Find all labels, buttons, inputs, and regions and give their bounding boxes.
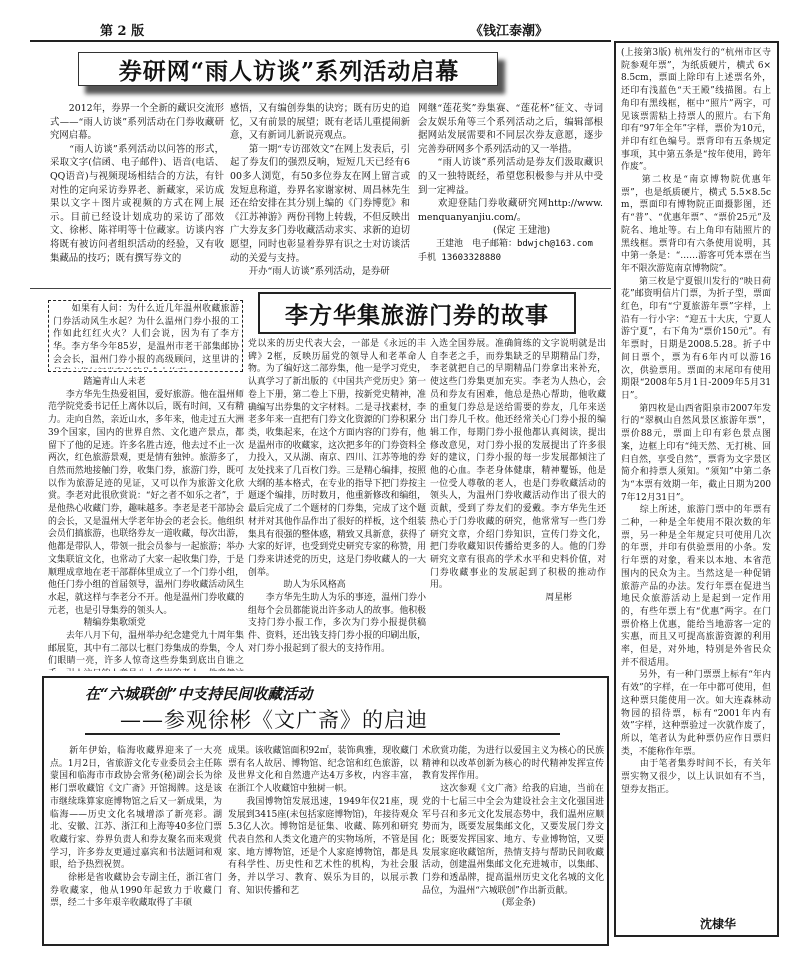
article-annual-tickets: (上接第3版) 杭州发行的“杭州市区寺院参观年票”，为纸质硬片，横式 6×8.5cm，票面上除印有上述票名外，还印有浅蓝色“天王殿”线描图。右上角印有黑线框，框中“照片”两字，可见该票需粘上持票人的照片。右下角印有“97年全年”字样，票价为10元，并印有红色编号。票背印有五条规定事项，其中第五条是“按年使用，跨年作废”。 第二枚是“南京博物院优惠年票”，也是纸质硬片，横式 5.5×8.5cm，票面印有博物院正面摄影图，还有“普”、“优惠年票”、“票价25元”及院名、地址等。右上角印有陆照片的黑线框。票背印有六条使用说明，其中第一条是：“……游客可凭本票在当年不限次游览南京博物院”。 第三枚是宁夏银川发行的“映日荷花”邮资明信片门票，为折子型，票面红色，印有“宁夏旅游年票”字样，上沿有一行小字：“迎五十大庆，宁夏人游宁夏”，右下角为“票价150元”。有年票时，日期是2008.5.28。折子中间日票个，票为有6年内可以游16次，供验票用。票面的末尾印有使用期限“2008年5月1日-2009年5月31日”。 第四枚是山西省阳泉市2007年发行的“翠枫山自然风景区旅游年票”，票价88元，票面上印有彩色景点图案，边框上印有“纯天然、无打桃、回归自然，享受自然”，票背为文字景区简介和持票人须知。“须知”中第二条为“本票有效期一年，截止日期为2007年12月31日”。 综上所述，旅游门票中的年票有二种，一种是全年使用不限次数的年票，另一种是全年规定只可使用几次的年票，并印有供验票用的小条。发行年票的对象，看来以本地、本省范围内的民众为主。当然这是一种促销旅游产品的办法。发行年票在促进当地民众旅游活动上是起到一定作用的，有些年票上有“优惠”两字。在门票价格上优惠，能给当地游客一定的实惠，而且又可提高旅游资源的利用率，但是，对外地，特别是外省民众并不很适用。 另外，有一种门票票上标有“年内有效”的字样，在一年中都可使用，但这种票只能使用一次。如大连森林动物园的招待票，标有“2001年内有效”字样，这种票验过一次就作废了，所以，笔者认为此种票仍应作日票归类，不能称作年票。 由于笔者集券时间不长，有关年票实物又很少，以上认识如有不当，望券友指正。 (621, 48, 771, 795)
article3-col2: 成果。该收藏馆面积92㎡，装饰典雅，现收藏门票有名人故居、博物馆、纪念馆和红色旅游，以及世界文化和自然遗产达4万多枚，内容丰富，在浙江个人收藏馆中独树一帜。 我国博物馆发展迅速，1949年仅21座，现发展到3415座(未包括家庭博物馆)，年接待观众5.3亿人次。博物馆是征集、收藏、陈列和研究代表自然和人类文化遗产的实物场所，不管是国家、地方博物馆，还是个人家庭博物馆，都是具有科学性、历史性和艺术性的机构，为社会服务，并以学习、教育、娱乐为目的，以展示教育、知识传播和艺 (228, 746, 418, 896)
article3-col1: 新年伊始，临海收藏界迎来了一大亮点。1月2日，省旅游文化专业委员会主任陈蒙国和临海市市政协会常务(秘)副会长为徐彬门票收藏馆《文广斋》开馆揭牌。这是该市继续珠算家庭博物馆之后又一新成果，为临海——历史文化名城增添了新亮彩。湖北、安徽、江苏、浙江和上海等40多位门票收藏行家、券界负责人和券友聚名而来观赏学习，许多券友更通过嘉宾和书法题词和观眼，给予热烈祝贺。 徐彬是省收藏协会专副主任，浙江省门券收藏家，他从1990年起致力于收藏门票，经二十多年艰辛收藏取得了丰硕 (50, 746, 222, 909)
article2-col1: 踏遍青山人未老 李方华先生热爱祖国，爱好旅游。他在温州师范学院党委书记任上离休以后，既有时间，又有精力。走向自然，亲近山水，多年来，他走过五大洲39个国家，国内的世界自然、文化遗产景点，都留下了他的足迹。许多名胜古迹，他去过不止一次两次，红色旅游景观，更是情有独钟。旅游多了，自然而然地接触门券，收集门券，旅游门券，既可以作为旅游足迹的见证，又可以作为旅游文化欣赏。李老对此很欣赏说：“好之者不如乐之者”，于是他热心收藏门券，趣味越多。李老是老干部协会的会长，又是温州大学老年协会的老会长。他组织会员们搞旅游，也联络券友一道收藏，每次出游，他都是带队人，带领一批会员参与一起旅游；举办文集联谊文化，也常动了大家一起收集门券，于是顺理成章地在老干部群体里成立了一个门券小组，他任门券小组的首届领导，温州门券收藏活动风生水起，就这样与李老分不开。他是温州门券收藏的元老，也是引导集券的领头人。 精编券集歌颂党 去年八月下旬，温州举办纪念建党九十周年集邮展览，其中有二部以七框门券集成的券集，令人们眼睛一亮，许多人惊奇这些券集到底出自谁之 (48, 377, 244, 667)
article1-col1: 2012年，券界一个全新的藏识交流形式——“雨人访谈”系列活动在门券收藏研究网启幕。 “雨人访谈”系列活动以问答的形式，采取文字(信函、电子邮件)、语音(电话、QQ语音)与视频现场相结合的方法，有针对性的定向采访券界老、新藏家，采访成果以文字＋图片或视频的方式在网上展示。目前已经设计划成功的采访了邵效文、徐彬、陈祥明等十位藏家。访谈内容将既有被访问者组织活动的经验，又有收集藏品的技巧；既有撰写券文的 (50, 103, 224, 264)
section-rule (30, 288, 611, 289)
article3-title-rule (85, 733, 560, 735)
article2-col3: 入选全国券展。准确简练的文字说明就是出自李老之手，而券集缺乏的早期精品门券，李老就把自己的早期精品门券拿出来补充，使这些门券集更加充实。李老为人热心，会员和券友有困难，他总是热心帮助，他收藏的重复门券总是送给需要的券友，几年来送出门券几千枚。他还经常关心门券小报的编辑工作，每期门券小报他都认真阅读，提出修改意见，对门券小报的发展提出了许多很好的建议，门券小报的每一步发展都倾注了他的心血。李老身体健康，精神矍铄，他是一位受人尊敬的老人，也是门券收藏活动的领头人，为温州门券收藏活动作出了很大的贡献，受到了券友们的爱戴。李方华先生还热心于门券收藏的研究，他常常写一些门券研究文章，介绍门券知识，宣传门券文化，把门券收藏知识传播给更多的人。他的门券研究文章有很高的学术水平和史料价值，对门券收藏事业的发展起到了积极的推动作用。 周星彬 (430, 339, 606, 604)
article2-col2: 党以来的历史代表大会，一部是《永远的丰碑》2框，反映历届党的领导人和老革命人物。为了编好这二部券集，他一是学习党史，认真学习了新出版的《中国共产党历史》第一卷上下册，第二卷上下册，按新党史精神，准确编写出券集的文字材料。二是寻找素材，李老多年来一直把有门券文化资源的门券积累分类，收集起来，在这个方面内容的门券有，他是温州市的收藏家，这次把多年的门券资料全力投入，又从湖、南京、四川、江苏等地的券友处找来了几百枚门券。三是精心编排，按照大纲的基本格式，在专业的指导下把门券按主题逐个编排，历时数月，他重新修改和编组，最后完成了二个题材的门券集，完成了这个题材并对其他作品作出了很好的样板，这个组装集具有很强的整体感，精致又具新意，获得了大家的好评，也受到党史研究专家的称赞，用门券来讲述党的历史，这是门券收藏人的一大创举。 助人为乐风格高 李方华先生助人为乐的事迹，温州门券小组每个会员都能说出许多动人的故事。他积极支持门券小报工作，多次为门券小报提供稿件、资料，还出钱支持门券小报的印刷出版，对门券小报起到了很大的支持作用。 (248, 339, 426, 654)
article1-col3: 网继“莲花奖”券集赛、“莲花杯”征文、寺词会友娱乐角等三个系列活动之后，编辑部根据网站发展需要和不同层次券友意愿，逐步完善券研网多个系列活动的又一举措。 “雨人访谈”系列活动是券友们汲取藏识的又一独特既经，希望您积极参与并从中受到一定裨益。 欢迎登陆门券收藏研究网http://www.menquanyanjiu.com/。 (保定 王建池) (418, 103, 603, 237)
article1-contact: 王建池 电子邮箱：bdwjch@163.com 手机 13603328880 (418, 239, 593, 263)
author-shen: 沈棣华 (700, 917, 737, 931)
article2-title: 李方华集旅游门券的故事 (285, 303, 549, 329)
article2-intro: 如果有人问：为什么近几年温州收藏旅游门券活动风生水起？为什么温州门券小报的工作如此红红火火？人们会说，因为有了李方华。李方华今年85岁，是温州市老干部集邮协会会长，温州门券小报的高级顾问，这里讲的 (53, 304, 239, 365)
article3-kicker: 在“六城联创”中支持民间收藏活动 (85, 685, 313, 703)
article1-col2: 感悟，又有编创券集的诀窍；既有历史的追忆，又有前景的展望；既有老话儿重提闹新意，又有新词儿新说亮观点。 第一期“专访邵效文”在网上发表后，引起了券友们的强烈反响，短短几天已经有600多人浏览，有50多位券友在网上留言或发短息称道，券界名家谢家树、周昌林先生还在给安排在其分别上编的《门券博览》和《江苏神游》两份刊物上转载，不但反映出广大券友多门券收藏活动求实、求新的迫切愿望，同时也彰显着券界有识之士对访谈活动的关爱与支持。 开办“雨人访谈”系列活动，是券研 (230, 103, 410, 278)
header-rule (30, 40, 611, 42)
article1-title: 券研网“雨人访谈”系列活动启幕 (118, 58, 460, 85)
newspaper-name: 《钱江泰潮》 (470, 24, 549, 39)
article3-title: ——参观徐彬《文广斋》的启迪 (120, 708, 428, 732)
article3-col3: 术欣赏功能，为进行以爱国主义为核心的民族精神和以改革创新为核心的时代精神发挥宣传教育发挥作用。 这次参观《文广斋》给我的启迪，当前在党的十七届三中全会为建设社会主文化强国进军号召和多元文化发展态势中，我们温州应顺势而为，既要发展集邮文化，又要发展门券文化；既要发挥国家、地方、专业博物馆，又要发展家庭收藏馆所，热情支持与帮助民间收藏活动，创建温州集邮文化充进城市，以集邮、门券和透晶牌，提高温州历史文化名城的文化品位，为温州“六城联创”作出新贡献。 (郑金条) (422, 746, 604, 909)
page-number: 第 2 版 (100, 24, 145, 39)
